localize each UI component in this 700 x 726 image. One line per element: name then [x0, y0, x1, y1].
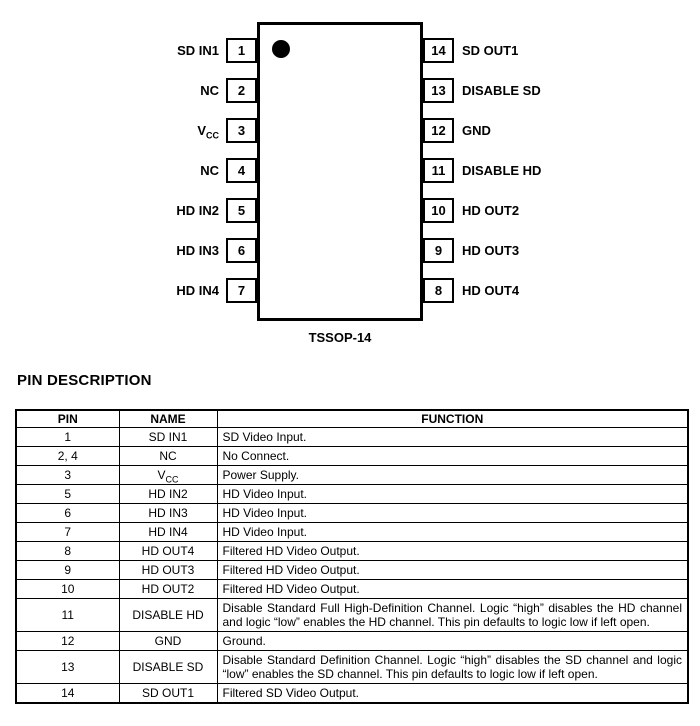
table-row-pin-13	[16, 651, 688, 684]
pin-number-box: 6	[226, 238, 257, 263]
pin-row-left-2	[0, 78, 257, 103]
pin-number-box: 8	[423, 278, 454, 303]
cell-function: HD Video Input.	[217, 504, 688, 523]
pin-row-left-4	[0, 158, 257, 183]
pin-number-box: 13	[423, 78, 454, 103]
table-row-pin-10	[16, 580, 688, 599]
pin-number-box: 1	[226, 38, 257, 63]
pin-label: HD IN3	[176, 243, 219, 258]
pin-number-box: 14	[423, 38, 454, 63]
cell-pin: 9	[16, 561, 119, 580]
table-row-pin-7	[16, 523, 688, 542]
pin-label: HD OUT2	[462, 203, 520, 218]
cell-name: DISABLE SD	[119, 651, 217, 684]
pin-row-right-13	[423, 78, 541, 103]
pin-label: SD IN1	[177, 43, 219, 58]
pin-label: NC	[200, 163, 219, 178]
table-header	[16, 410, 688, 428]
cell-pin: 3	[16, 466, 119, 485]
pin-number-box: 7	[226, 278, 257, 303]
pin-row-right-12	[423, 118, 491, 143]
table-row-pin-14	[16, 684, 688, 704]
cell-name: HD OUT4	[119, 542, 217, 561]
pin-number-box: 5	[226, 198, 257, 223]
table-row-pin-5	[16, 485, 688, 504]
column-header-pin: PIN	[16, 410, 119, 428]
table-body	[16, 428, 688, 704]
cell-pin: 10	[16, 580, 119, 599]
table-header-row	[16, 410, 688, 428]
cell-pin: 6	[16, 504, 119, 523]
cell-name: DISABLE HD	[119, 599, 217, 632]
cell-name: SD IN1	[119, 428, 217, 447]
table-row-pin-8	[16, 542, 688, 561]
table-row-pin-12	[16, 632, 688, 651]
cell-function: Disable Standard Full High-Definition Channel. Logic “high” disables the HD channel and logic “low” enables the HD channel. This pin defaults to logic low if left open.	[217, 599, 688, 632]
column-header-function: FUNCTION	[217, 410, 688, 428]
pin-label: SD OUT1	[462, 43, 519, 58]
cell-function: Filtered HD Video Output.	[217, 561, 688, 580]
pin-label: HD IN2	[176, 203, 219, 218]
pin-label: $V_{CC}$	[197, 123, 219, 141]
cell-pin: 13	[16, 651, 119, 684]
cell-pin: 5	[16, 485, 119, 504]
table-row-pin-9	[16, 561, 688, 580]
cell-name: NC	[119, 447, 217, 466]
table-row-pin-6	[16, 504, 688, 523]
pin-label: DISABLE SD	[462, 83, 541, 98]
pin-number-box: 9	[423, 238, 454, 263]
pin-label: NC	[200, 83, 219, 98]
cell-function: HD Video Input.	[217, 485, 688, 504]
cell-function: Disable Standard Definition Channel. Logic “high” disables the SD channel and logic “low” enables the SD channel. This pin defaults to logic low if left open.	[217, 651, 688, 684]
cell-function: SD Video Input.	[217, 428, 688, 447]
cell-function: Ground.	[217, 632, 688, 651]
cell-name: HD OUT3	[119, 561, 217, 580]
pin-number-box: 3	[226, 118, 257, 143]
cell-name: $V_{CC}$	[119, 466, 217, 485]
cell-function: No Connect.	[217, 447, 688, 466]
cell-function: Filtered HD Video Output.	[217, 580, 688, 599]
pin-number-box: 2	[226, 78, 257, 103]
pin-row-left-6	[0, 238, 257, 263]
pin-label: HD IN4	[176, 283, 219, 298]
pin-number-box: 4	[226, 158, 257, 183]
cell-function: Filtered HD Video Output.	[217, 542, 688, 561]
pin-label: DISABLE HD	[462, 163, 542, 178]
cell-function: Filtered SD Video Output.	[217, 684, 688, 704]
pin-number-box: 10	[423, 198, 454, 223]
cell-name: HD IN3	[119, 504, 217, 523]
cell-function: Power Supply.	[217, 466, 688, 485]
pin-row-right-10	[423, 198, 519, 223]
pin-label: HD OUT4	[462, 283, 520, 298]
package-label: TSSOP-14	[308, 330, 372, 345]
pin-row-right-9	[423, 238, 519, 263]
pin-description-table	[15, 409, 689, 704]
pin-number-box: 12	[423, 118, 454, 143]
cell-name: HD IN2	[119, 485, 217, 504]
cell-pin: 1	[16, 428, 119, 447]
table-row-pin-11	[16, 599, 688, 632]
pin1-indicator-dot	[272, 40, 290, 58]
cell-pin: 11	[16, 599, 119, 632]
cell-pin: 12	[16, 632, 119, 651]
pin-row-left-5	[0, 198, 257, 223]
table-row-pin-1	[16, 428, 688, 447]
cell-name: HD OUT2	[119, 580, 217, 599]
cell-name: GND	[119, 632, 217, 651]
pin-label: GND	[462, 123, 491, 138]
pin-label: HD OUT3	[462, 243, 520, 258]
pin-row-right-8	[423, 278, 519, 303]
pin-number-box: 11	[423, 158, 454, 183]
pin-row-left-3	[0, 118, 257, 143]
pin-row-right-11	[423, 158, 541, 183]
cell-pin: 14	[16, 684, 119, 704]
cell-function: HD Video Input.	[217, 523, 688, 542]
cell-pin: 2, 4	[16, 447, 119, 466]
cell-name: SD OUT1	[119, 684, 217, 704]
cell-pin: 7	[16, 523, 119, 542]
package-outline	[257, 22, 423, 321]
cell-name: HD IN4	[119, 523, 217, 542]
cell-pin: 8	[16, 542, 119, 561]
table-row-pin-2-4	[16, 447, 688, 466]
table-row-pin-3	[16, 466, 688, 485]
pin-row-left-7	[0, 278, 257, 303]
column-header-name: NAME	[119, 410, 217, 428]
pin-row-right-14	[423, 38, 518, 63]
section-title: PIN DESCRIPTION	[17, 372, 152, 389]
pin-row-left-1	[0, 38, 257, 63]
